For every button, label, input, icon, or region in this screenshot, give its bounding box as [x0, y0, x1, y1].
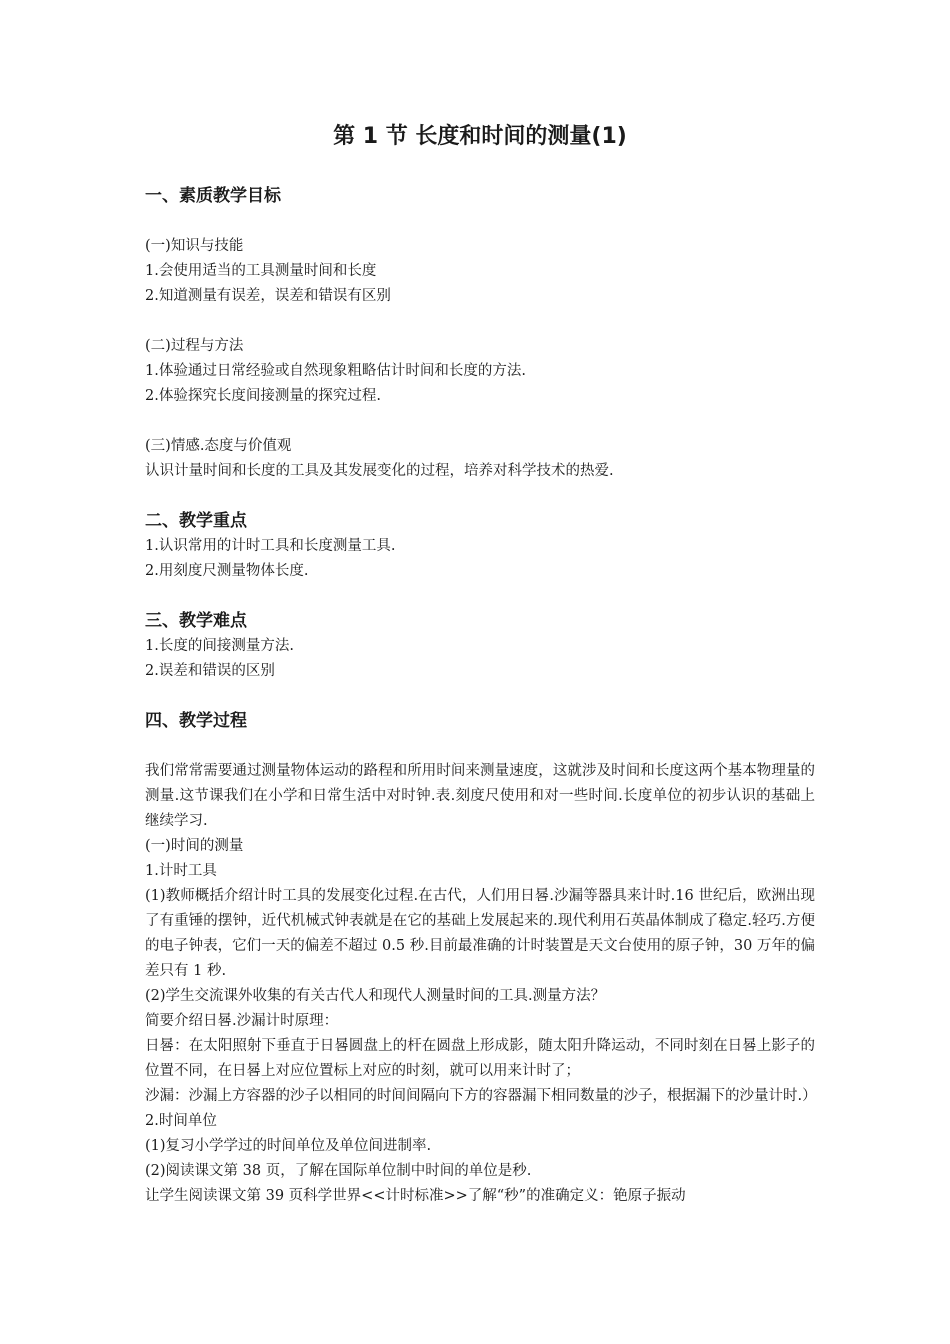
process-paragraph: 日晷：在太阳照射下垂直于日晷圆盘上的杆在圆盘上形成影，随太阳升降运动，不同时刻在日晷上影子的位置不同，在日晷上对应位置标上对应的时刻，就可以用来计时了；	[145, 1038, 815, 1079]
goal-group-title: (一)知识与技能	[145, 238, 244, 254]
difficulty-item: 2.误差和错误的区别	[145, 663, 275, 679]
process-subheading: (一)时间的测量	[145, 838, 244, 854]
process-item-title: 2.时间单位	[145, 1113, 217, 1129]
process-paragraph: (1)复习小学学过的时间单位及单位间进制率.	[145, 1138, 432, 1154]
process-paragraph: 沙漏：沙漏上方容器的沙子以相同的时间间隔向下方的容器漏下相同数量的沙子，根据漏下的沙量计时.）	[145, 1088, 817, 1104]
process-paragraph: (2)学生交流课外收集的有关古代人和现代人测量时间的工具.测量方法？	[145, 988, 606, 1004]
section-heading-key-points: 二、教学重点	[145, 511, 247, 531]
goal-group-title: (三)情感.态度与价值观	[145, 438, 292, 454]
process-paragraph: (1)教师概括介绍计时工具的发展变化过程.在古代，人们用日晷.沙漏等器具来计时.16 世纪后，欧洲出现了有重锤的摆钟，近代机械式钟表就是在它的基础上发展起来的.现代利用石英晶体制成了稳定.轻巧.方便的电子钟表，它们一天的偏差不超过 0.5 秒.目前最准确的计时装置是天文台使用的原子钟，30 万年的偏差只有 1 秒.	[145, 888, 815, 979]
document-title: 第 1 节 长度和时间的测量(1)	[333, 124, 627, 149]
goal-item: 1.会使用适当的工具测量时间和长度	[145, 263, 377, 279]
process-item-title: 1.计时工具	[145, 863, 217, 879]
process-paragraph: 让学生阅读课文第 39 页科学世界<<计时标准>>了解“秒”的准确定义：铯原子振动	[145, 1188, 686, 1204]
key-point-item: 2.用刻度尺测量物体长度.	[145, 563, 309, 579]
difficulty-item: 1.长度的间接测量方法.	[145, 638, 294, 654]
key-point-item: 1.认识常用的计时工具和长度测量工具.	[145, 538, 396, 554]
goal-group-title: (二)过程与方法	[145, 338, 244, 354]
goal-item: 1.体验通过日常经验或自然现象粗略估计时间和长度的方法.	[145, 363, 526, 379]
goal-item: 2.体验探究长度间接测量的探究过程.	[145, 388, 381, 404]
goal-item: 2.知道测量有误差，误差和错误有区别	[145, 288, 391, 304]
section-heading-difficulties: 三、教学难点	[145, 611, 247, 631]
section-heading-goals: 一、素质教学目标	[145, 186, 281, 206]
goal-item: 认识计量时间和长度的工具及其发展变化的过程，培养对科学技术的热爱.	[145, 463, 614, 479]
section-heading-process: 四、教学过程	[145, 711, 247, 731]
process-paragraph: 简要介绍日晷.沙漏计时原理：	[145, 1013, 339, 1029]
process-intro: 我们常常需要通过测量物体运动的路程和所用时间来测量速度，这就涉及时间和长度这两个基本物理量的测量.这节课我们在小学和日常生活中对时钟.表.刻度尺使用和对一些时间.长度单位的初步认识的基础上继续学习.	[145, 763, 815, 829]
process-paragraph: (2)阅读课文第 38 页，了解在国际单位制中时间的单位是秒.	[145, 1163, 532, 1179]
document-page	[145, 118, 815, 1209]
